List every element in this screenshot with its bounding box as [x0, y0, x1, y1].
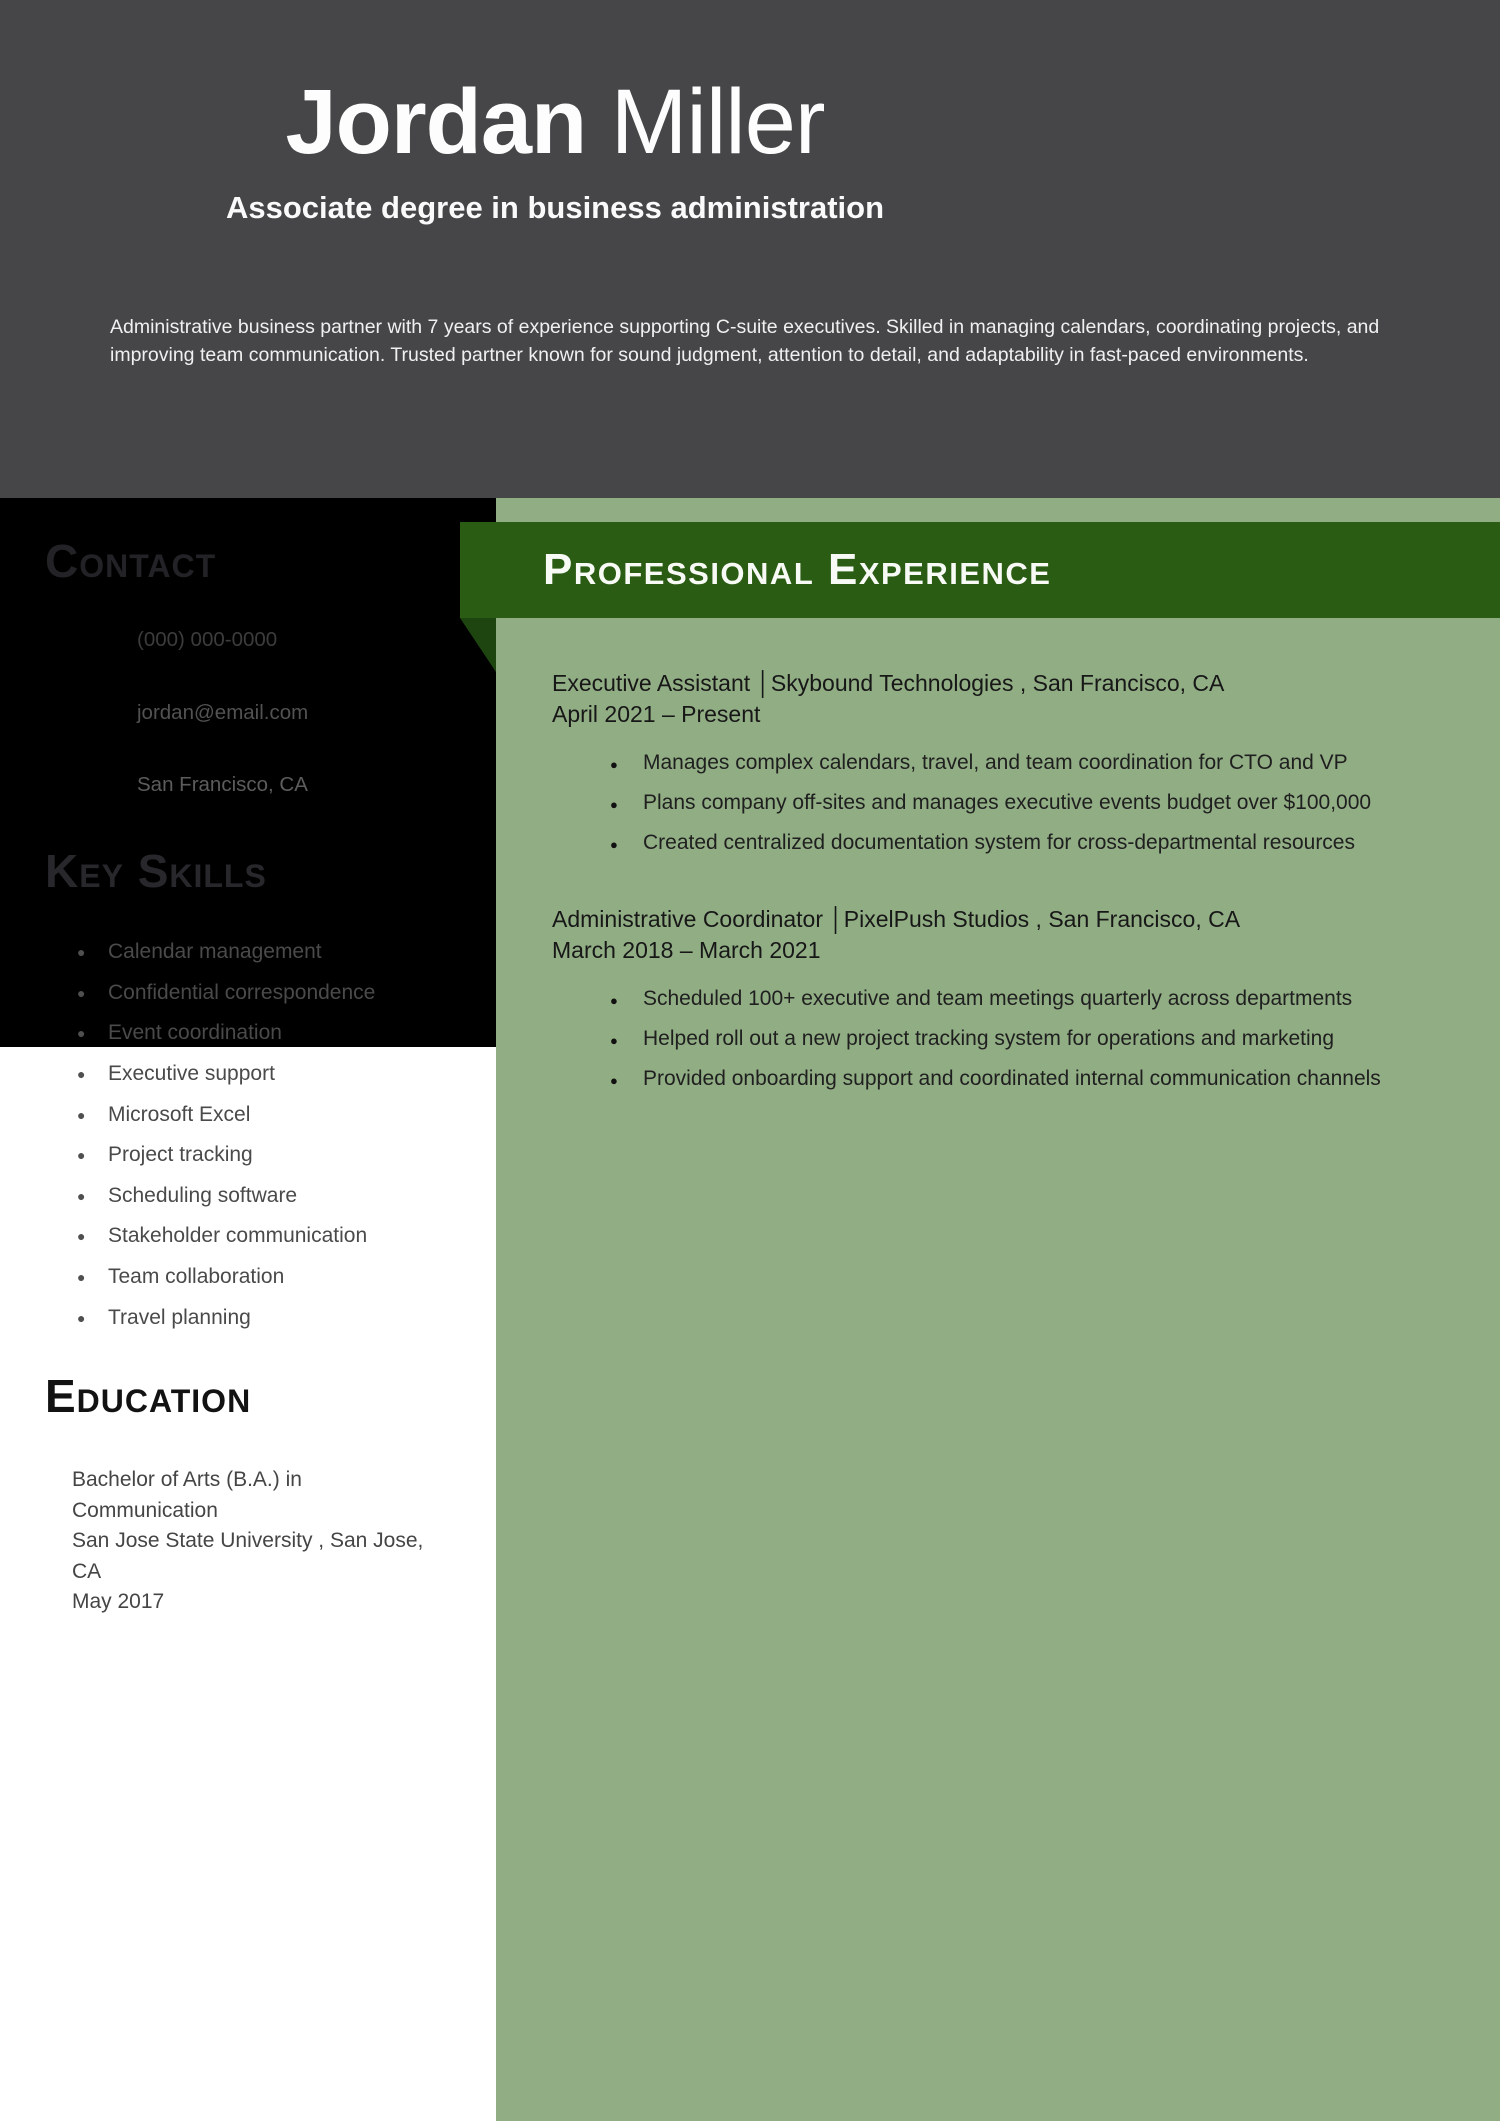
skill-item: ● Scheduling software — [77, 1176, 477, 1217]
job-dates: April 2021 – Present — [552, 701, 761, 727]
skill-item: ● Team collaboration — [77, 1257, 477, 1298]
skill-item: ● Travel planning — [77, 1297, 477, 1338]
key-skills-heading: Key Skills — [45, 845, 267, 897]
experience-section-heading: Professional Experience — [543, 545, 1052, 594]
skill-item: ● Confidential correspondence — [77, 973, 477, 1014]
job-bullet: ● Plans company off-sites and manages executive events budget over $100,000 — [610, 784, 1442, 824]
education-school: San Jose State University , San Jose, CA — [72, 1529, 424, 1583]
contact-heading: Contact — [45, 535, 217, 587]
email-value: jordan@email.com — [137, 701, 309, 724]
location-value: San Francisco, CA — [137, 773, 308, 796]
experience-section — [552, 618, 1442, 1100]
header-title-block — [0, 0, 1110, 226]
skill-item: ● Executive support — [77, 1054, 477, 1095]
last-name: Miller — [610, 71, 825, 173]
experience-banner — [460, 522, 1500, 618]
education-heading: Education — [45, 1370, 252, 1422]
job-title: Executive Assistant │Skybound Technologies , San Francisco, CA — [552, 670, 1225, 696]
headline: Associate degree in business administration — [225, 190, 885, 225]
education-date: May 2017 — [72, 1590, 165, 1613]
job-bullet: ● Provided onboarding support and coordinated internal communication channels — [610, 1060, 1442, 1100]
job-bullet: ● Helped roll out a new project tracking system for operations and marketing — [610, 1020, 1442, 1060]
skill-item: ● Calendar management — [77, 932, 477, 973]
job-bullet: ● Created centralized documentation system for cross-departmental resources — [610, 824, 1442, 864]
professional-summary: Administrative business partner with 7 years of experience supporting C-suite executives. Skilled in managing calendars, coordinating projects, and improving team communication. Trusted partner known for sound judgment, attention to detail, and adaptability in fast-paced environments. — [110, 316, 1380, 366]
first-name: Jordan — [285, 71, 587, 173]
job-bullet-list — [552, 744, 1442, 864]
job-entry — [552, 904, 1442, 1100]
skill-item: ● Event coordination — [77, 1013, 477, 1054]
job-bullet: ● Scheduled 100+ executive and team meetings quarterly across departments — [610, 980, 1442, 1020]
phone-value: (000) 000-0000 — [137, 628, 278, 651]
education-degree: Bachelor of Arts (B.A.) in Communication — [72, 1468, 302, 1522]
candidate-name — [0, 71, 1110, 173]
skill-item: ● Microsoft Excel — [77, 1094, 477, 1135]
job-dates: March 2018 – March 2021 — [552, 937, 821, 963]
job-entry — [552, 668, 1442, 864]
header — [0, 0, 1500, 498]
job-bullet-list — [552, 980, 1442, 1100]
skills-list — [77, 932, 477, 1338]
skill-item: ● Stakeholder communication — [77, 1216, 477, 1257]
education-entry — [72, 1465, 432, 1618]
skill-item: ● Project tracking — [77, 1135, 477, 1176]
job-title: Administrative Coordinator │PixelPush Studios , San Francisco, CA — [552, 906, 1241, 932]
job-bullet: ● Manages complex calendars, travel, and team coordination for CTO and VP — [610, 744, 1442, 784]
